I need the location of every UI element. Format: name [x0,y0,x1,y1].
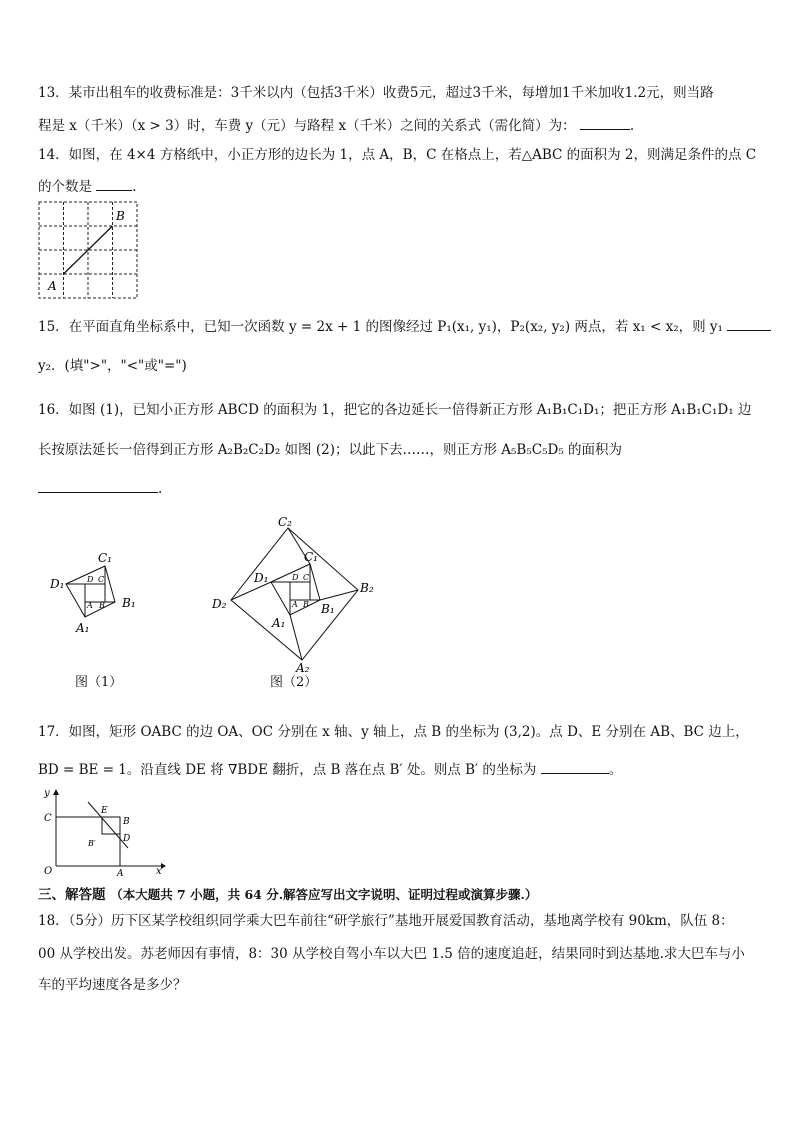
q17-label-b-prime: B′ [88,839,96,848]
q13-line2-text: 程是 x（千米）（x > 3）时，车费 y（元）与路程 x（千米）之间的关系式（需化简）为： [38,118,576,134]
q17-label-d: D [123,834,131,844]
q17-label-e: E [101,806,108,816]
fig2-label-a: A [292,600,298,609]
q16-figure-1 [40,540,150,645]
q14-line2-text: 的个数是 [38,179,92,195]
q16-line2: 长按原法延长一倍得到正方形 A₂B₂C₂D₂ 如图 (2)；以此下去……，则正方形 A₅B₅C₅D₅ 的面积为 [38,442,623,458]
fig2-label-b2: B₂ [360,581,374,595]
fig2-label-c2: C₂ [278,515,292,529]
q18-line1: 18．（5分）历下区某学校组织同学乘大巴车前往“研学旅行”基地开展爱国教育活动，基地离学校有 90km，队伍 8： [38,913,734,929]
q16-answer-blank [38,478,158,493]
q14-grid-figure [36,198,142,302]
q16-end: . [158,481,163,497]
q16-caption-1: 图（1） [75,675,123,690]
q16-caption-2: 图（2） [270,675,318,690]
q16-line3 [38,478,162,498]
fig2-label-b1: B₁ [321,602,335,616]
q14-line2 [38,176,137,196]
q13-end: . [629,118,635,134]
fig2-label-d2: D₂ [212,597,227,611]
fig1-label-c: C [98,575,105,584]
q14-answer-blank [96,176,132,191]
q15-line1 [38,316,771,336]
q17-line2-text: BD = BE = 1。沿直线 DE 将 ∇BDE 翻折，点 B 落在点 B′ 处。则点 B′ 的坐标为 [38,762,537,778]
fig1-label-a1: A₁ [76,621,90,635]
x-axis-arrow-icon [161,863,166,869]
q13-answer-blank [580,115,630,130]
q17-label-a: A [117,869,124,876]
q18-line3: 车的平均速度各是多少？ [38,977,187,993]
section3-header [38,886,537,904]
fig2-label-a2: A₂ [296,661,310,674]
q16-line1: 16．如图 (1)，已知小正方形 ABCD 的面积为 1，把它的各边延长一倍得新正方形 A₁B₁C₁D₁；把正方形 A₁B₁C₁D₁ 边 [38,402,752,418]
q14-label-b: B [116,209,125,223]
q17-line2 [38,759,622,779]
fig2-label-d: D [292,573,299,582]
fig2-label-b: B [303,600,309,609]
q17-line1: 17．如图，矩形 OABC 的边 OA、OC 分别在 x 轴、y 轴上，点 B 的坐标为 (3,2)。点 D、E 分别在 AB、BC 边上， [38,724,749,740]
q17-end: 。 [608,762,623,778]
q14-end: . [132,179,137,195]
y-axis-arrow-icon [53,789,59,795]
fig1-label-c1: C₁ [98,551,112,565]
fig1-label-d1: D₁ [50,577,65,591]
section3-title: 三、解答题 [38,887,106,903]
q17-label-y: y [44,788,50,799]
fig1-label-b1: B₁ [122,596,136,610]
q17-label-x: x [156,866,162,876]
fig2-label-a1: A₁ [272,616,286,630]
q13-line2 [38,115,634,135]
fig2-label-c1: C₁ [304,550,318,564]
q15-line2: y₂．(填">"，"<"或"=") [38,358,187,374]
section3-note: （本大题共 7 小题，共 64 分.解答应写出文字说明、证明过程或演算步骤.） [110,887,538,902]
fig1-label-a: A [87,601,93,610]
q13-line1: 13．某市出租车的收费标准是：3千米以内（包括3千米）收费5元，超过3千米，每增加1千米加收1.2元，则当路 [38,85,714,101]
q17-label-b: B [123,817,130,827]
q14-label-a: A [48,279,57,293]
fig2-label-d1: D₁ [254,571,269,585]
q17-figure [38,784,168,876]
q16-figure-2 [208,512,388,674]
q15-answer-blank [727,316,771,331]
fig1-label-b: B [99,601,105,610]
q17-answer-blank [541,759,609,774]
fig1-label-d: D [87,575,94,584]
q14-line1: 14．如图，在 4×4 方格纸中，小正方形的边长为 1，点 A，B，C 在格点上，若△ABC 的面积为 2，则满足条件的点 C [38,147,757,163]
q15-line1-text: 15．在平面直角坐标系中，已知一次函数 y = 2x + 1 的图像经过 P₁(x₁, y₁)，P₂(x₂, y₂) 两点，若 x₁ < x₂，则 y₁ [38,319,723,335]
q18-line2: 00 从学校出发。苏老师因有事情，8：30 从学校自驾小车以大巴 1.5 倍的速度追赶，结果同时到达基地.求大巴车与小 [38,946,745,962]
q17-label-o: O [44,866,53,876]
fig2-label-c: C [303,573,310,582]
q17-label-c: C [44,813,52,824]
